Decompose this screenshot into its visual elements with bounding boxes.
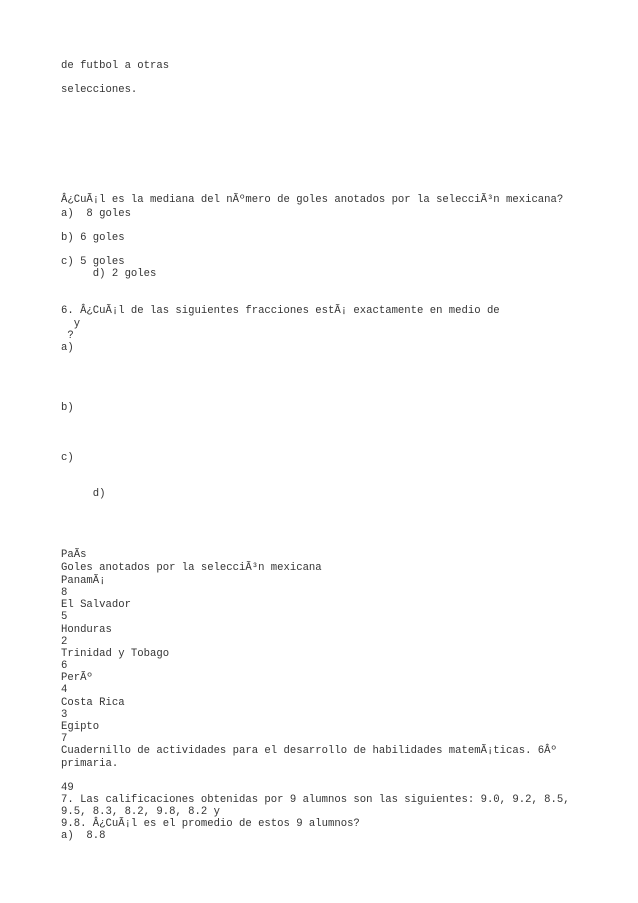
table-header-country: PaÃs	[61, 549, 87, 561]
question-7-line-2: 9.5, 8.3, 8.2, 9.8, 8.2 y	[61, 806, 220, 818]
question-6-option-c: c)	[61, 452, 74, 464]
table-row-goals: 4	[61, 684, 68, 696]
intro-line-2: selecciones.	[61, 84, 138, 96]
table-row-goals: 8	[61, 587, 68, 599]
question-7-line-1: 7. Las calificaciones obtenidas por 9 alumnos son las siguientes: 9.0, 9.2, 8.5,	[61, 794, 570, 806]
question-6-prompt: 6. Â¿CuÃ¡l de las siguientes fracciones estÃ¡ exactamente en medio de	[61, 305, 500, 317]
question-5-option-c: c) 5 goles	[61, 256, 125, 268]
table-row-country: PanamÃ¡	[61, 575, 106, 587]
table-row-country: PerÃº	[61, 672, 93, 684]
footer-line-2: primaria.	[61, 758, 119, 770]
question-7-line-3: 9.8. Â¿CuÃ¡l es el promedio de estos 9 alumnos?	[61, 818, 360, 830]
table-row-goals: 3	[61, 709, 68, 721]
table-header-goals: Goles anotados por la selecciÃ³n mexicana	[61, 562, 322, 574]
table-row-country: Egipto	[61, 721, 100, 733]
question-6-option-d: d)	[61, 488, 106, 500]
table-row-goals: 5	[61, 611, 68, 623]
question-6-line-q: ?	[61, 330, 74, 342]
table-row-goals: 2	[61, 636, 68, 648]
intro-line-1: de futbol a otras	[61, 60, 170, 72]
question-7-option-a: a) 8.8	[61, 830, 106, 842]
table-row-country: Honduras	[61, 624, 112, 636]
question-6-option-a: a)	[61, 342, 74, 354]
question-5-prompt: Â¿CuÃ¡l es la mediana del nÃºmero de goles anotados por la selecciÃ³n mexicana?	[61, 194, 564, 206]
question-5-option-d: d) 2 goles	[61, 268, 157, 280]
table-row-country: Costa Rica	[61, 697, 125, 709]
footer-line-1: Cuadernillo de actividades para el desarrollo de habilidades matemÃ¡ticas. 6Âº	[61, 745, 557, 757]
table-row-country: El Salvador	[61, 599, 131, 611]
table-row-goals: 6	[61, 660, 68, 672]
question-5-option-a: a) 8 goles	[61, 208, 131, 220]
question-5-option-b: b) 6 goles	[61, 232, 125, 244]
table-row-country: Trinidad y Tobago	[61, 648, 170, 660]
question-6-line-y: y	[61, 318, 81, 330]
question-6-option-b: b)	[61, 402, 74, 414]
page-number: 49	[61, 782, 74, 794]
table-row-goals: 7	[61, 733, 68, 745]
